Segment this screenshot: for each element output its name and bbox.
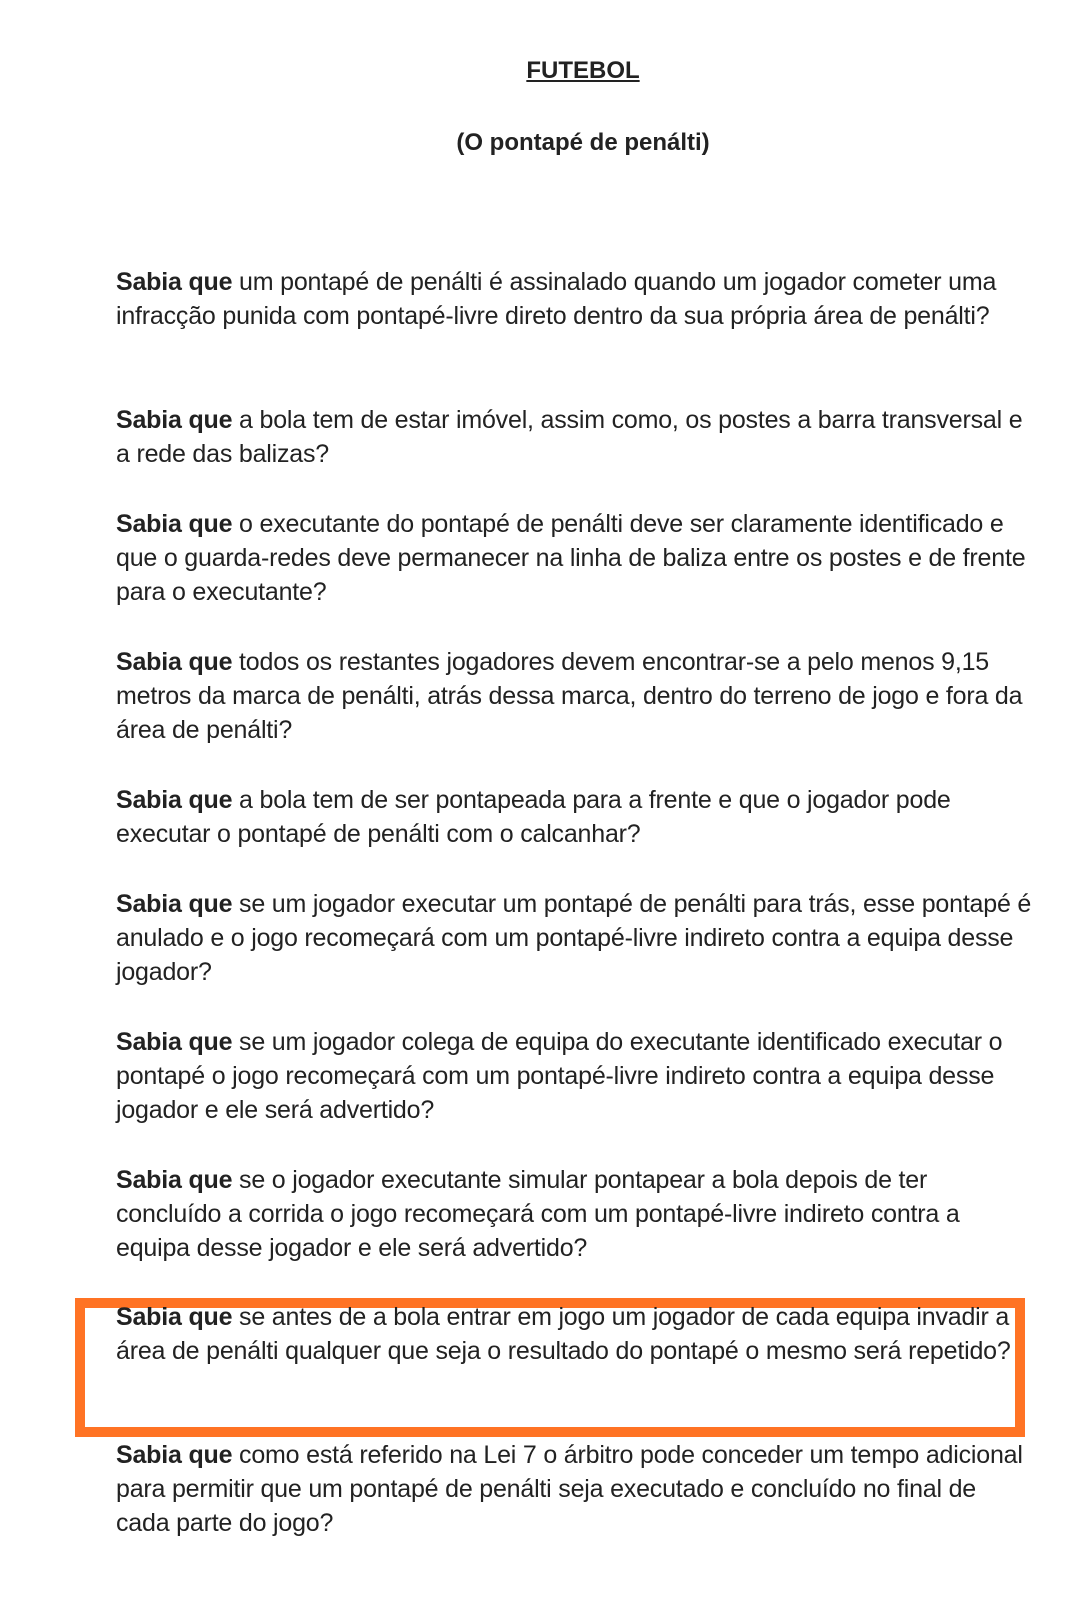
- lead-text: Sabia que: [116, 890, 233, 918]
- paragraph-text: o executante do pontapé de penálti deve ser claramente identificado e que o guarda-redes deve permanecer na linha de baliza entre os postes e de frente para o executante?: [116, 510, 1026, 606]
- paragraph-text: se antes de a bola entrar em jogo um jogador de cada equipa invadir a área de penálti qualquer que seja o resultado do pontapé o mesmo será repetido?: [116, 1303, 1011, 1365]
- paragraph-6: [116, 887, 1036, 989]
- paragraph-10: [116, 1438, 1036, 1540]
- paragraph-text: se um jogador executar um pontapé de penálti para trás, esse pontapé é anulado e o jogo recomeçará com um pontapé-livre indireto contra a equipa desse jogador?: [116, 890, 1032, 986]
- document-title: FUTEBOL: [526, 57, 640, 84]
- paragraph-text: a bola tem de ser pontapeada para a frente e que o jogador pode executar o pontapé de penálti com o calcanhar?: [116, 786, 951, 848]
- paragraph-text: como está referido na Lei 7 o árbitro pode conceder um tempo adicional para permitir que um pontapé de penálti seja executado e concluído no final de cada parte do jogo?: [116, 1441, 1023, 1537]
- paragraph-text: a bola tem de estar imóvel, assim como, os postes a barra transversal e a rede das balizas?: [116, 406, 1023, 468]
- paragraph-8: [116, 1163, 1036, 1265]
- lead-text: Sabia que: [116, 510, 233, 538]
- paragraph-text: todos os restantes jogadores devem encontrar-se a pelo menos 9,15 metros da marca de penálti, atrás dessa marca, dentro do terreno de jogo e fora da área de penálti?: [116, 648, 1023, 744]
- paragraph-9-highlighted: [116, 1300, 1036, 1368]
- lead-text: Sabia que: [116, 406, 233, 434]
- paragraph-text: se um jogador colega de equipa do executante identificado executar o pontapé o jogo recomeçará com um pontapé-livre indireto contra a equipa desse jogador e ele será advertido?: [116, 1028, 1003, 1124]
- paragraph-5: [116, 783, 1036, 851]
- paragraph-text: um pontapé de penálti é assinalado quando um jogador cometer uma infracção punida com pontapé-livre direto dentro da sua própria área de penálti?: [116, 268, 997, 330]
- lead-text: Sabia que: [116, 268, 233, 296]
- lead-text: Sabia que: [116, 1028, 233, 1056]
- lead-text: Sabia que: [116, 786, 233, 814]
- paragraph-7: [116, 1025, 1036, 1127]
- paragraph-text: se o jogador executante simular pontapear a bola depois de ter concluído a corrida o jogo recomeçará com um pontapé-livre indireto contra a equipa desse jogador e ele será advertido?: [116, 1166, 960, 1262]
- lead-text: Sabia que: [116, 1166, 233, 1194]
- document-subtitle: (O pontapé de penálti): [456, 129, 710, 156]
- paragraph-4: [116, 645, 1036, 747]
- lead-text: Sabia que: [116, 648, 233, 676]
- lead-text: Sabia que: [116, 1303, 233, 1331]
- paragraph-3: [116, 507, 1036, 609]
- lead-text: Sabia que: [116, 1441, 233, 1469]
- paragraph-1: [116, 265, 1036, 333]
- paragraph-2: [116, 403, 1036, 471]
